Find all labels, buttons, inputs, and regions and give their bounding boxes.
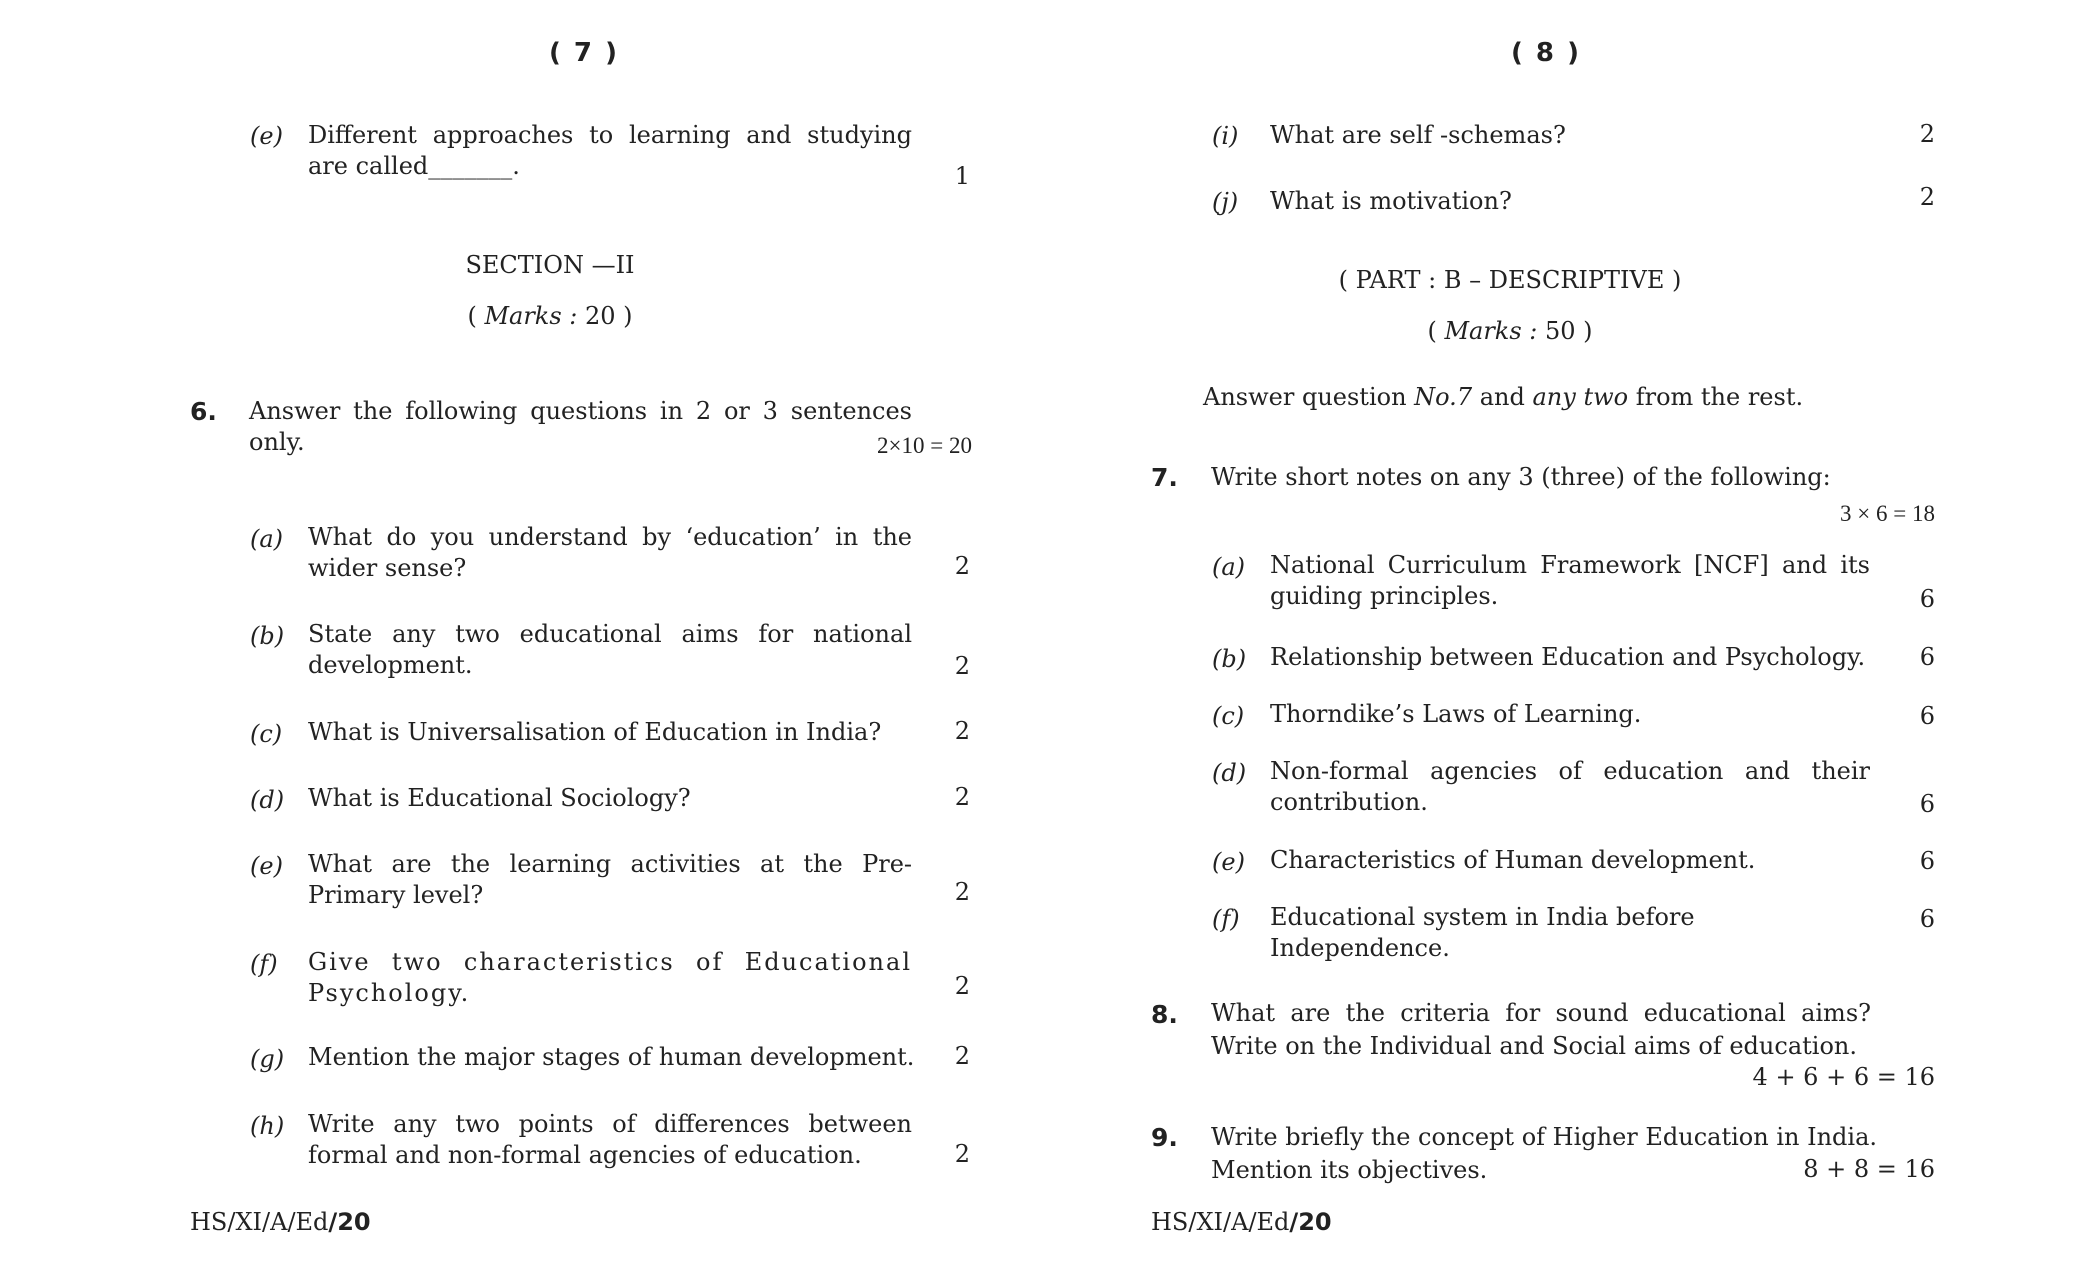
instruction-text: and bbox=[1472, 383, 1533, 411]
question-text: Write short notes on any 3 (three) of the following: bbox=[1211, 463, 1831, 491]
question-label: (h) bbox=[250, 1112, 285, 1140]
question-marks: 2 bbox=[954, 1140, 970, 1168]
question-label: (e) bbox=[250, 852, 283, 880]
question-marks: 2 bbox=[954, 652, 970, 680]
question-marks: 2 bbox=[954, 972, 970, 1000]
marks-label: Marks : bbox=[1444, 317, 1538, 345]
question-label: (b) bbox=[1212, 645, 1247, 673]
question-label: (d) bbox=[250, 786, 285, 814]
question-marks: 2 bbox=[954, 783, 970, 811]
question-marks: 2 bbox=[954, 552, 970, 580]
question-label: (a) bbox=[1212, 553, 1246, 581]
question-formula: 4 + 6 + 6 = 16 bbox=[1752, 1063, 1935, 1091]
page-number-left: ( 7 ) bbox=[549, 38, 619, 68]
question-marks: 6 bbox=[1919, 790, 1935, 818]
question-number: 8. bbox=[1151, 1000, 1178, 1029]
question-label: (a) bbox=[250, 525, 284, 553]
instruction-text: from the rest. bbox=[1628, 383, 1804, 411]
question-text: Mention its objectives. bbox=[1211, 1156, 1488, 1184]
part-title: ( PART : B – DESCRIPTIVE ) bbox=[1338, 266, 1682, 294]
question-text: What are the learning activities at the Pre-Primary level? bbox=[308, 850, 912, 909]
marks-value: 20 ) bbox=[577, 302, 633, 330]
question-marks: 6 bbox=[1919, 905, 1935, 933]
question-marks: 2 bbox=[954, 1042, 970, 1070]
marks-value: 50 ) bbox=[1537, 317, 1593, 345]
footer-code-right bbox=[1151, 1208, 1332, 1236]
question-number: 9. bbox=[1151, 1123, 1178, 1152]
question-label: (g) bbox=[250, 1045, 285, 1073]
question-text: Give two characteristics of Educational Psychology. bbox=[308, 948, 912, 1007]
question-marks: 6 bbox=[1919, 585, 1935, 613]
question-marks: 2 bbox=[1919, 183, 1935, 211]
question-text: What are self -schemas? bbox=[1270, 121, 1566, 149]
question-label: (c) bbox=[1212, 702, 1245, 730]
marks-label: Marks : bbox=[484, 302, 578, 330]
question-label: (f) bbox=[1212, 905, 1240, 933]
question-marks: 6 bbox=[1919, 847, 1935, 875]
question-label: (d) bbox=[1212, 759, 1247, 787]
question-marks: 2 bbox=[954, 717, 970, 745]
question-marks: 2 bbox=[954, 878, 970, 906]
question-marks: 6 bbox=[1919, 643, 1935, 671]
footer-suffix: /20 bbox=[328, 1208, 371, 1236]
question-text: What are the criteria for sound educational aims? Write on the Individual and Social aims of education. bbox=[1211, 999, 1871, 1060]
question-label: (e) bbox=[250, 122, 283, 150]
instruction-italic: No.7 bbox=[1414, 383, 1473, 411]
instruction bbox=[1203, 382, 1923, 413]
question-text: What is Universalisation of Education in India? bbox=[308, 718, 882, 746]
question-text: Non-formal agencies of education and their contribution. bbox=[1270, 757, 1870, 816]
question-text: Relationship between Education and Psychology. bbox=[1270, 643, 1866, 671]
footer-suffix: /20 bbox=[1289, 1208, 1332, 1236]
question-marks: 6 bbox=[1919, 702, 1935, 730]
question-number: 6. bbox=[190, 397, 217, 426]
question-text: Different approaches to learning and studying are called_______. bbox=[308, 121, 912, 180]
marks-open: ( bbox=[467, 302, 485, 330]
footer-code: HS/XI/A/Ed bbox=[1151, 1208, 1290, 1236]
footer-code-left bbox=[190, 1208, 371, 1236]
section-title: SECTION —II bbox=[465, 251, 635, 279]
question-text: Write briefly the concept of Higher Education in India. bbox=[1211, 1123, 1877, 1151]
question-label: (c) bbox=[250, 720, 283, 748]
page-number-right: ( 8 ) bbox=[1511, 38, 1581, 68]
question-label: (e) bbox=[1212, 848, 1245, 876]
question-text: National Curriculum Framework [NCF] and its guiding principles. bbox=[1270, 551, 1870, 610]
instruction-text: Answer question bbox=[1203, 383, 1415, 411]
part-marks bbox=[1250, 317, 1770, 345]
question-text: Mention the major stages of human development. bbox=[308, 1043, 915, 1071]
question-text: Educational system in India before Independence. bbox=[1270, 903, 1695, 962]
question-label: (j) bbox=[1212, 188, 1239, 216]
question-marks: 1 bbox=[954, 162, 970, 190]
question-marks: 2 bbox=[1919, 120, 1935, 148]
question-text: Thorndike’s Laws of Learning. bbox=[1270, 700, 1642, 728]
question-number: 7. bbox=[1151, 463, 1178, 492]
question-label: (f) bbox=[250, 950, 278, 978]
question-label: (i) bbox=[1212, 122, 1239, 150]
question-text: Answer the following questions in 2 or 3 sentences only. bbox=[249, 397, 912, 456]
question-text: What is Educational Sociology? bbox=[308, 784, 691, 812]
question-formula: 3 × 6 = 18 bbox=[1840, 501, 1935, 526]
section-marks bbox=[350, 302, 750, 330]
question-text: Write any two points of differences between formal and non-formal agencies of education. bbox=[308, 1110, 912, 1169]
marks-open: ( bbox=[1427, 317, 1445, 345]
instruction-italic: any two bbox=[1532, 383, 1629, 411]
question-formula: 8 + 8 = 16 bbox=[1803, 1155, 1935, 1183]
footer-code: HS/XI/A/Ed bbox=[190, 1208, 329, 1236]
question-text: What do you understand by ‘education’ in the wider sense? bbox=[308, 523, 912, 582]
question-text: Characteristics of Human development. bbox=[1270, 846, 1756, 874]
question-text: State any two educational aims for national development. bbox=[308, 620, 912, 679]
question-formula: 2×10 = 20 bbox=[877, 433, 972, 458]
question-text: What is motivation? bbox=[1270, 187, 1512, 215]
question-label: (b) bbox=[250, 622, 285, 650]
